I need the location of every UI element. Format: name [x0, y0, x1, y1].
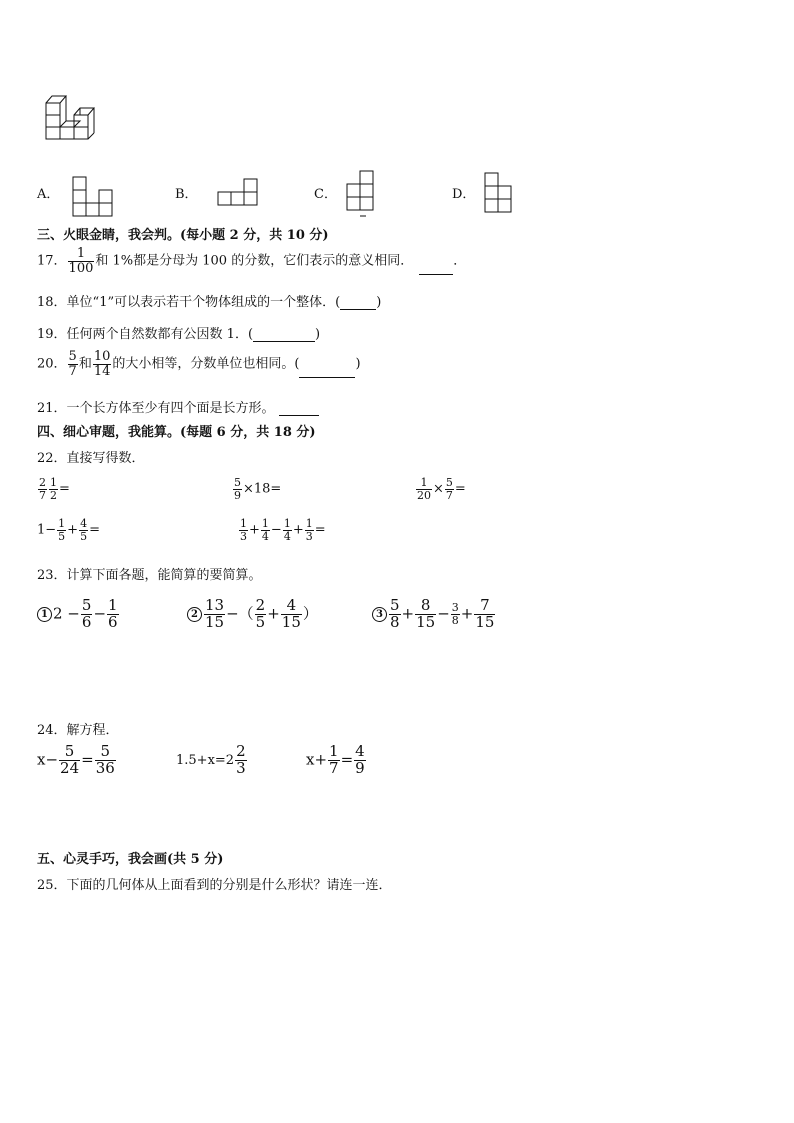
- option-b-figure: [217, 178, 261, 208]
- q22-expr-1: $\frac{2}{7}$ $\frac{1}{2}$ =: [39, 476, 70, 502]
- q20-text: 的大小相等，分数单位也相同。(: [112, 356, 300, 372]
- q19-text: 19．任何两个自然数都有公因数 1．(: [37, 327, 254, 342]
- q17: 17． $\frac{1}{100}$ 和 1%都是分母为 100 的分数，它们表示的意义相同． ．: [37, 246, 467, 276]
- section5-heading: 五、心灵手巧，我会画(共 5 分): [37, 852, 224, 867]
- section4-heading: 四、细心审题，我能算。(每题 6 分，共 18 分): [37, 425, 316, 440]
- q19-answer-blank[interactable]: [253, 329, 315, 342]
- option-d-label: D．: [452, 187, 476, 202]
- q23-problem-2: 2 $\frac{13}{15}$ −（ $\frac{2}{5}$ + $\frac{4}{15}$ ）: [187, 598, 318, 631]
- option-c-label: C．: [314, 187, 337, 202]
- q23-problem-1: 1 2 − $\frac{5}{6}$ − $\frac{1}{6}$: [37, 598, 120, 631]
- q17-number: 17．: [37, 253, 67, 269]
- q18: 18．单位“1”可以表示若干个物体组成的一个整体．( ): [37, 295, 382, 310]
- q24-equation-1: x− $\frac{5}{24}$ = $\frac{5}{36}$: [37, 742, 115, 777]
- q21: [37, 397, 319, 416]
- q22-expr-2: $\frac{5}{9}$ ×18=: [234, 476, 282, 502]
- q21-text: 21．一个长方体至少有四个面是长方形。: [37, 401, 275, 416]
- q23-problem-3: 3 $\frac{5}{8}$ + $\frac{8}{15}$ − $\frac{3}{8}$ + $\frac{7}{15}$: [372, 598, 496, 631]
- option-a-label: A．: [37, 187, 60, 202]
- q24-equation-2: 1.5+x=2 $\frac{2}{3}$: [176, 742, 246, 777]
- option-d-figure: [484, 172, 516, 216]
- circled-number-2: 2: [187, 607, 202, 622]
- q19: 19．任何两个自然数都有公因数 1．( ): [37, 327, 321, 342]
- circled-number-3: 3: [372, 607, 387, 622]
- cube-stack-figure: [44, 93, 100, 141]
- q24-prompt: 24．解方程．: [37, 723, 119, 738]
- section3-heading: 三、火眼金睛，我会判。(每小题 2 分，共 10 分): [37, 228, 329, 243]
- q22-expr-5: $\frac{1}{3}$ + $\frac{1}{4}$ − $\frac{1}{4}$ + $\frac{1}{3}$ =: [240, 517, 326, 543]
- q18-text: 18．单位“1”可以表示若干个物体组成的一个整体．(: [37, 295, 341, 310]
- q22-expr-3: $\frac{1}{20}$ × $\frac{5}{7}$ =: [417, 476, 466, 502]
- option-c-figure: [346, 170, 378, 220]
- q17-answer-blank[interactable]: [419, 262, 453, 275]
- q23-prompt: 23．计算下面各题，能简算的要简算。: [37, 568, 262, 583]
- q20-fraction-1: $\frac{5}{7}$: [68, 349, 77, 379]
- q18-answer-blank[interactable]: [340, 297, 376, 310]
- q24-equation-3: x+ $\frac{1}{7}$ = $\frac{4}{9}$: [306, 742, 365, 777]
- q17-text: 和 1%都是分母为 100 的分数，它们表示的意义相同．: [95, 253, 414, 269]
- q17-fraction: $\frac{1}{100}$: [68, 246, 94, 276]
- q22-expr-4: 1− $\frac{1}{5}$ + $\frac{4}{5}$ =: [37, 517, 100, 543]
- circled-number-1: 1: [37, 607, 52, 622]
- option-b-label: B．: [175, 187, 198, 202]
- q20-answer-blank[interactable]: [299, 365, 355, 378]
- option-a-figure: [72, 176, 116, 218]
- q25-prompt: 25．下面的几何体从上面看到的分别是什么形状？请连一连．: [37, 878, 392, 893]
- q20-fraction-2: $\frac{10}{14}$: [93, 349, 111, 379]
- q20: 20． $\frac{5}{7}$ 和 $\frac{10}{14}$ 的大小相等，分数单位也相同。( ): [37, 349, 361, 379]
- q22-prompt: 22．直接写得数．: [37, 451, 145, 466]
- q21-answer-blank[interactable]: [279, 403, 319, 416]
